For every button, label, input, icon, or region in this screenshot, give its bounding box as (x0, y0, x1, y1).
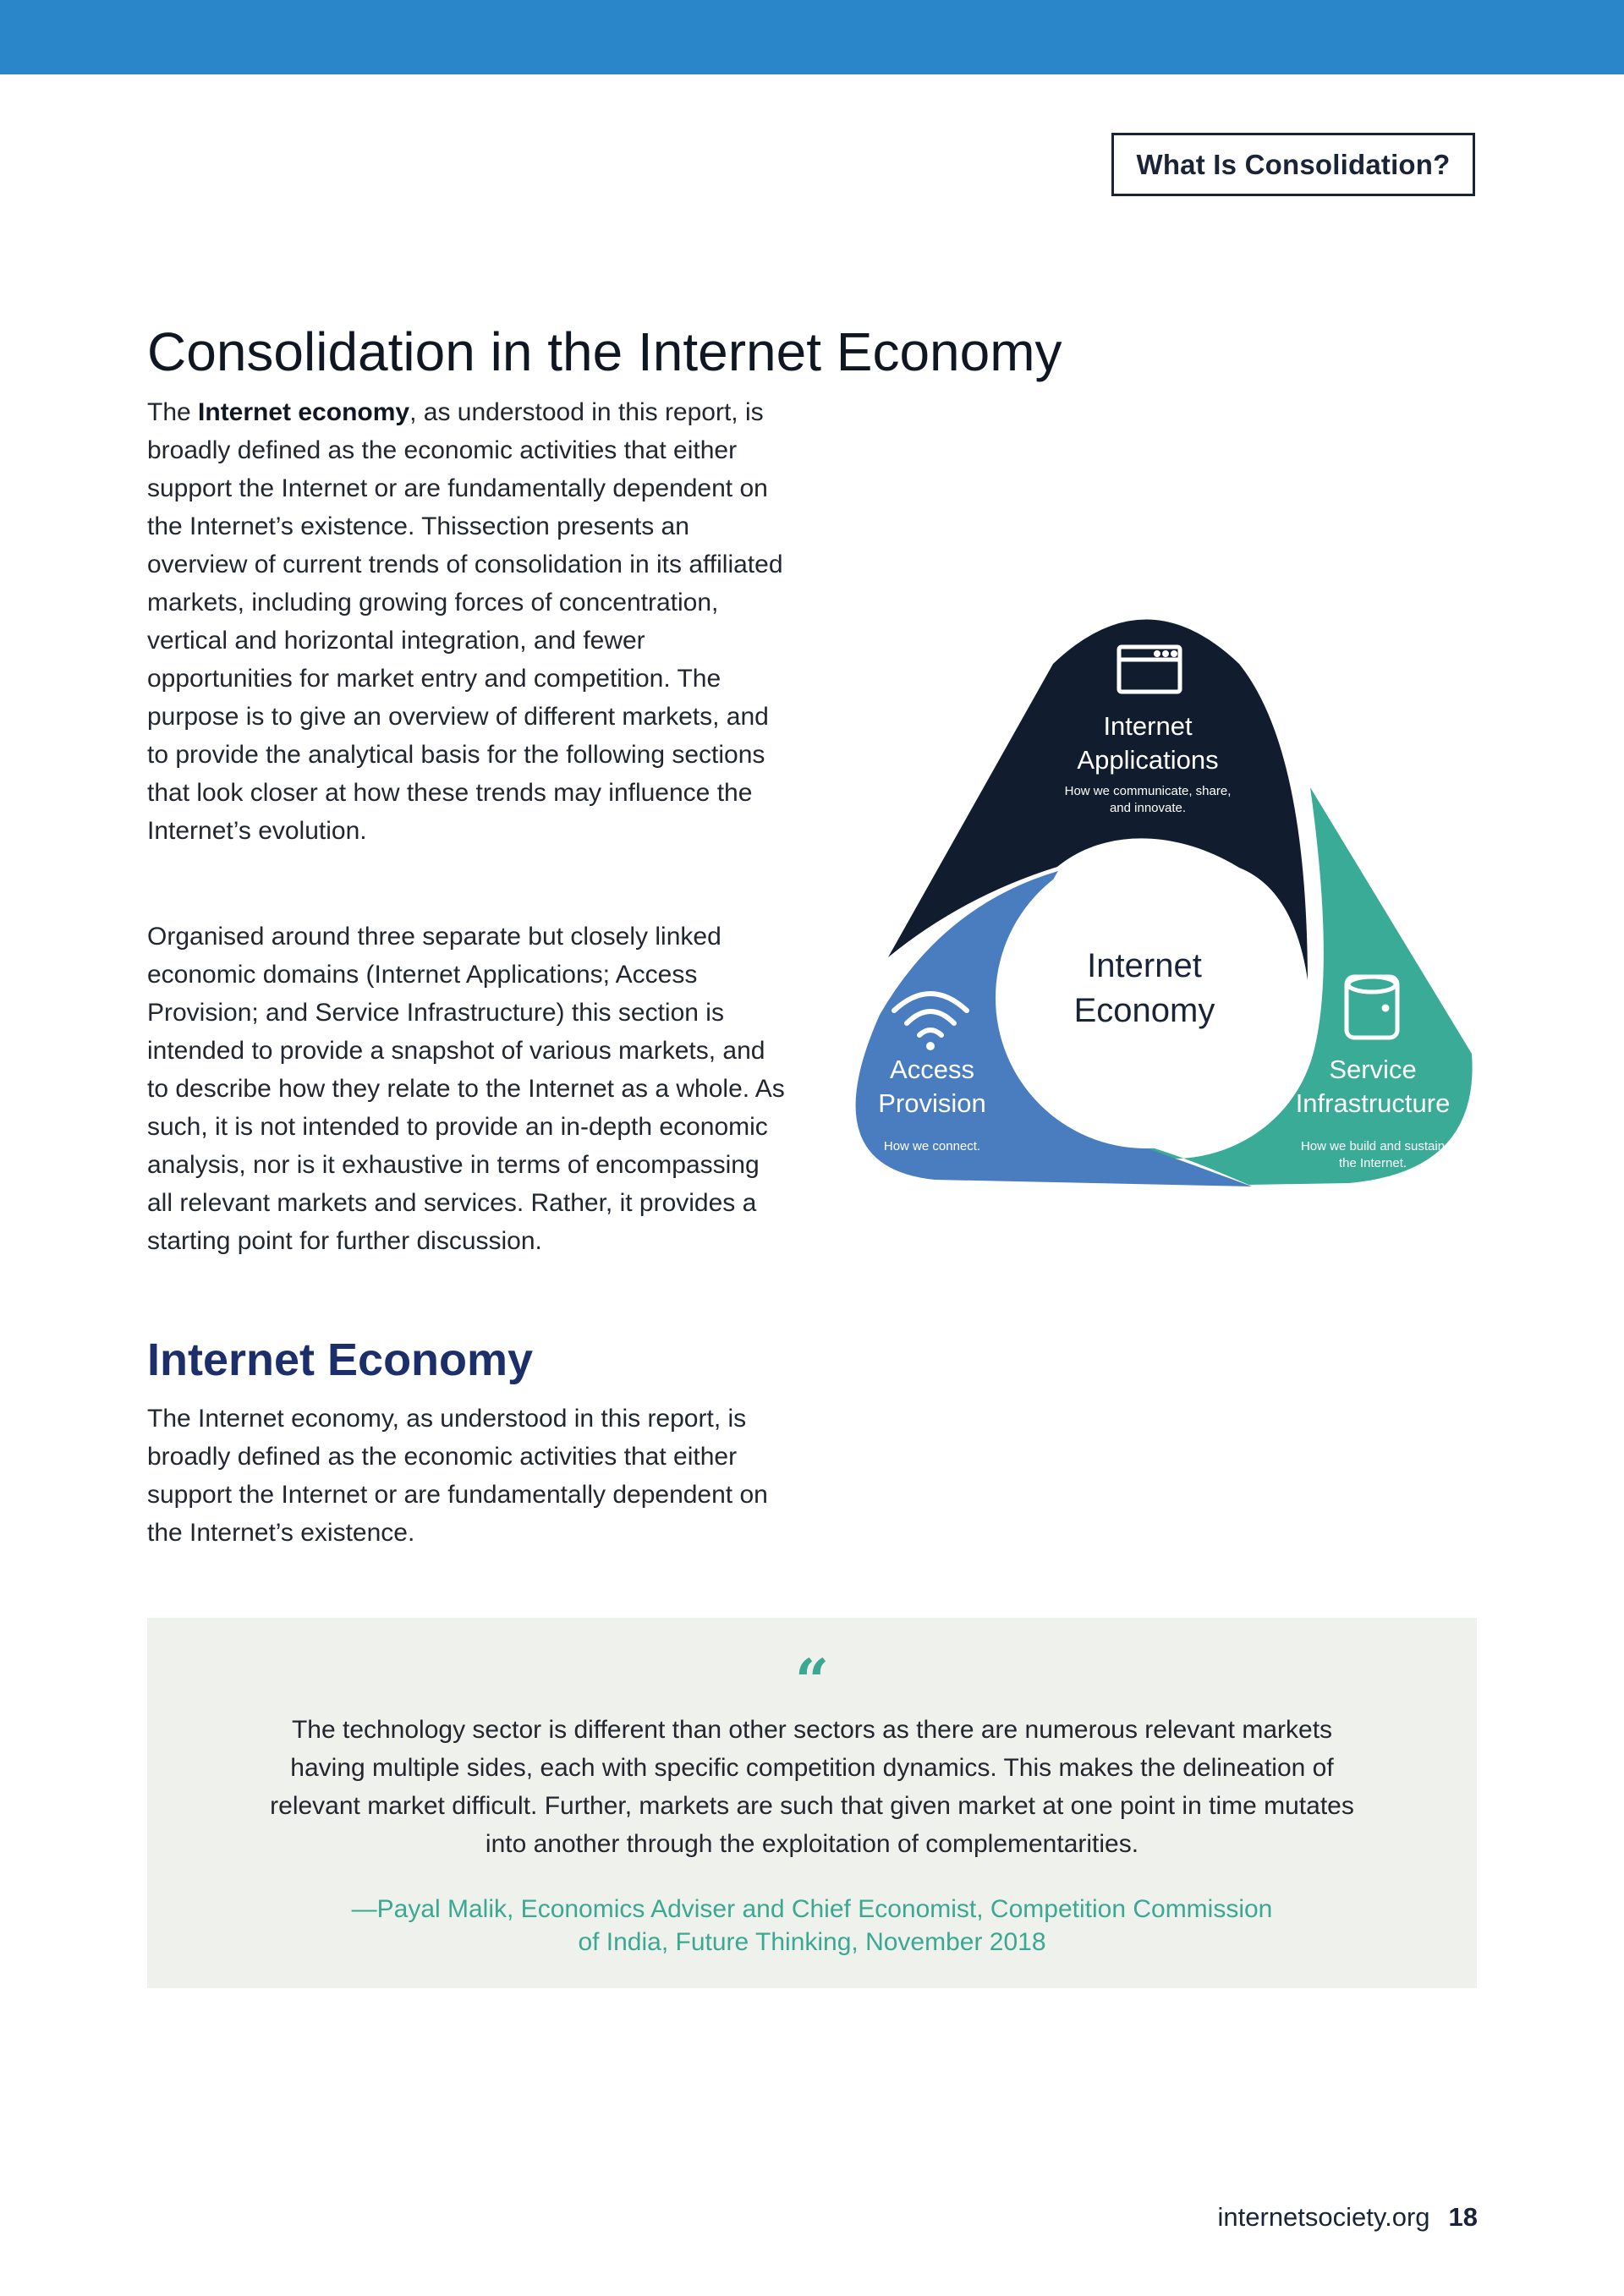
section-tag: What Is Consolidation? (1111, 133, 1475, 196)
applications-desc-2: and innovate. (1109, 801, 1187, 815)
infrastructure-desc-1: How we build and sustain (1300, 1139, 1446, 1153)
access-desc-1: How we connect. (883, 1139, 981, 1153)
access-label-2: Provision (878, 1088, 986, 1118)
intro-paragraph (147, 393, 790, 850)
infrastructure-label-1: Service (1329, 1055, 1417, 1084)
footer-site-link[interactable]: internetsociety.org (1217, 2202, 1430, 2232)
quote-mark-icon: “ (794, 1646, 830, 1716)
domains-paragraph: Organised around three separate but closely linked economic domains (Internet Applications; Access Provision; and Service Infrastructure) this section is intended to provide a snapshot of various markets, and to describe how they relate to the Internet as a whole. As such, it is not intended to provide an in-depth economic analysis, nor is it exhaustive in terms of encompassing all relevant markets and services. Rather, it provides a starting point for further discussion. (147, 923, 785, 1255)
intro-lead: The (147, 398, 199, 426)
quote-citation: —Payal Malik, Economics Adviser and Chief Economist, Competition Commission of India, Future Thinking, November 2018 (351, 1895, 1273, 1956)
applications-desc-1: How we communicate, share, (1064, 784, 1232, 798)
infrastructure-label-2: Infrastructure (1295, 1088, 1451, 1118)
quote-text: The technology sector is different than other sectors as there are numerous relevant markets having multiple sides, each with specific competition dynamics. This makes the delineation of relevant market difficult. Further, markets are such that given market at one point in time mutates into another through the exploitation of complementarities. (270, 1716, 1354, 1858)
applications-label-2: Applications (1077, 745, 1219, 775)
infrastructure-desc-2: the Internet. (1338, 1156, 1407, 1170)
definition-paragraph: The Internet economy, as understood in this report, is broadly defined as the economic activities that either support the Internet or are fundamentally dependent on the Internet’s existence. (147, 1405, 768, 1547)
internet-economy-diagram (812, 626, 1489, 1252)
intro-rest: , as understood in this report, is broadly defined as the economic activities that either support the Internet or are fundamentally dependent on the Internet’s existence. Thissection presents an overview of current trends of consolidation in its affiliated markets, including growing forces of concentration, vertical and horizontal integration, and fewer opportunities for market entry and competition. The purpose is to give an overview of different markets, and to provide the analytical basis for the following sections that look closer at how these trends may influence the Internet’s evolution. (147, 398, 783, 845)
quote-box (147, 1618, 1477, 1988)
diagram-svg (812, 626, 1489, 1252)
center-label-1: Internet (1087, 947, 1202, 984)
top-color-bar (0, 0, 1624, 74)
applications-label-1: Internet (1103, 711, 1193, 741)
page-footer (1218, 2202, 1478, 2239)
intro-bold-term: Internet economy (198, 398, 410, 426)
access-label-1: Access (890, 1055, 974, 1084)
page-number: 18 (1448, 2202, 1478, 2232)
section-subtitle: Internet Economy (147, 1334, 534, 1385)
center-label-2: Economy (1073, 992, 1215, 1029)
page-title: Consolidation in the Internet Economy (147, 321, 1062, 382)
